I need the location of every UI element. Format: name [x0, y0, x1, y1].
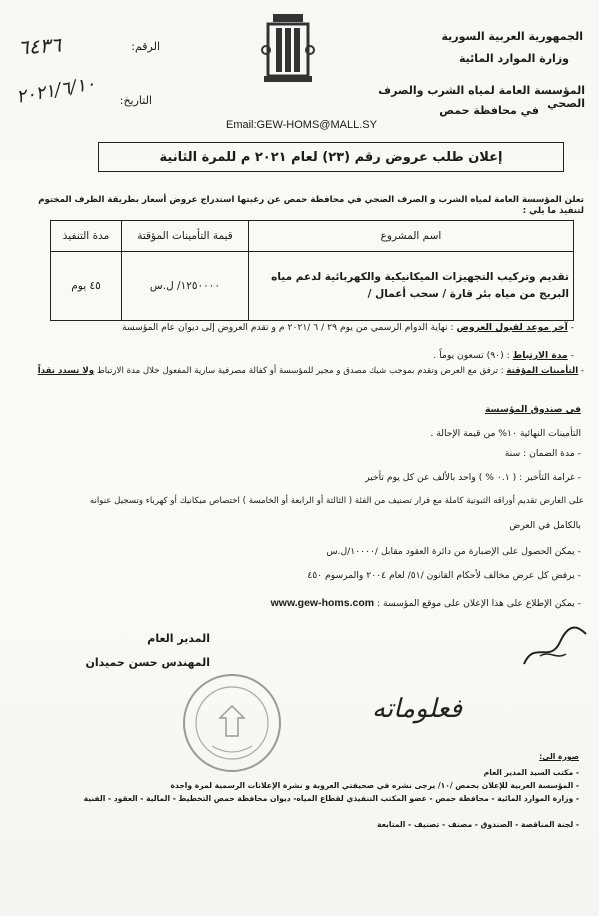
header-governorate: في محافظة حمص: [439, 104, 539, 117]
copies-line-3: - وزارة الموارد المائية - محافظة حمص - عضو المكتب التنفيذي لقطاع المياه- ديوان محافظة حمص التخطيط - المالية - العقود - الفنية: [9, 794, 579, 804]
deadline-line: [40, 322, 574, 334]
website-line: - يمكن الإطلاع على هذا الإعلان على موقع المؤسسة : www.gew-homs.com: [21, 596, 581, 610]
official-stamp: [172, 668, 292, 778]
reference-label: الرقم:: [131, 40, 160, 53]
commitment-label: مدة الارتباط: [512, 350, 568, 361]
eligibility-line: على العارض تقديم أوراقه الثبوتية كاملة مع قرار تصنيف من الفئة ( الثالثة أو الرابعة أو الخامسة ) اختصاص ميكانيك أو كهرباء وتسجيل عنوانه: [89, 496, 584, 506]
temp-insurance-tail: ولا تسدد نقداً: [37, 366, 95, 376]
final-insurance-line: التأمينات النهائية ١٠% من قيمة الإحالة .: [430, 428, 581, 439]
rejection-line: - يرفض كل عرض مخالف لأحكام القانون /٥١/ لعام ٢٠٠٤ والمرسوم ٤٥٠: [161, 570, 581, 582]
header-country: الجمهورية العربية السورية: [441, 30, 583, 43]
header-insurance: قيمة التأمينات المؤقتة: [122, 221, 249, 252]
warranty-line: - مدة الضمان : سنة: [281, 448, 581, 460]
deadline-label: آخر موعد لقبول العروض: [456, 322, 568, 333]
director-name: المهندس حسن حميدان: [85, 656, 210, 669]
temp-insurance-label: التأمينات المؤقتة: [506, 366, 579, 376]
cell-duration: ٤٥ يوم: [51, 252, 122, 321]
copies-line-2: - المؤسسة العربية للإعلان بحمص /١٠/ يرجى نشره في صحيفتي العروبة و نشرة الإعلانات الرسمية لمرة واحدة: [19, 781, 579, 791]
header-duration: مدة التنفيذ: [51, 221, 122, 252]
table-row: [51, 252, 574, 321]
date-handwritten: ٢٠٢١/٦/١٠: [14, 73, 98, 108]
table-header-row: [51, 221, 574, 252]
booklet-line: - يمكن الحصول على الإضبارة من دائرة العقود مقابل /١٠٠٠٠/ل.س: [181, 546, 581, 558]
temp-insurance-text: : ترفق مع العرض وتقدم بموجب شيك مصدق و مجير للمؤسسة أو كفالة مصرفية سارية المفعول خلال مدة الارتباط: [96, 366, 504, 376]
cell-insurance: ١٢٥٠٠٠٠/ ل.س: [122, 252, 249, 321]
copies-label: صورة الى:: [539, 752, 579, 761]
commitment-line: [40, 350, 574, 362]
website-url[interactable]: www.gew-homs.com: [270, 597, 375, 609]
reference-number-handwritten: ٦٤٣٦: [17, 32, 62, 60]
announcement-title: إعلان طلب عروض رقم (٢٣) لعام ٢٠٢١ م للمرة الثانية: [98, 142, 564, 172]
date-label: التاريخ:: [119, 94, 152, 107]
director-title: المدير العام: [147, 632, 210, 645]
delay-penalty-line: - غرامة التأخير : ( ٠.١ % ) واحد بالألف عن كل يوم تأخير: [121, 472, 581, 484]
header-organization: المؤسسة العامة لمياه الشرب والصرف الصحي: [378, 84, 585, 111]
eligibility-line-2: بالكامل في العرض: [509, 520, 581, 531]
intro-paragraph: تعلن المؤسسة العامة لمياه الشرب و الصرف الصحي في محافظة حمص عن رغبتها استدراج عروض أسعار بطريقة الظرف المختوم لتنفيذ ما يلي :: [38, 195, 584, 216]
header-ministry: وزارة الموارد المائية: [458, 52, 569, 65]
tender-table: [50, 220, 574, 321]
header-project: اسم المشروع: [249, 221, 574, 252]
institution-logo: [258, 10, 318, 88]
copies-line-4: - لجنة المناقصة - الصندوق - مصنف - تصنيف - المتابعة: [39, 820, 579, 830]
handwritten-note: فعلوماته: [372, 694, 463, 724]
deadline-text: : نهاية الدوام الرسمي من يوم ٢٩ / ٦ /٢٠٢١ م و تقدم العروض إلى ديوان عام المؤسسة: [122, 322, 454, 333]
fund-line: في صندوق المؤسسة: [484, 404, 581, 415]
temp-insurance-line: [14, 366, 584, 378]
commitment-text: : (٩٠) تسعون يوماً .: [433, 350, 510, 361]
cell-project: تقديم وتركيب التجهيزات الميكانيكية والكهربائية لدعم مياه البريج من مياه بئر قارة / سحب أعمال /: [249, 252, 574, 321]
copies-line-1: - مكتب السيد المدير العام: [39, 768, 579, 778]
signature-scribble: [520, 620, 590, 674]
email-address: Email:GEW-HOMS@MALL.SY: [226, 119, 377, 131]
